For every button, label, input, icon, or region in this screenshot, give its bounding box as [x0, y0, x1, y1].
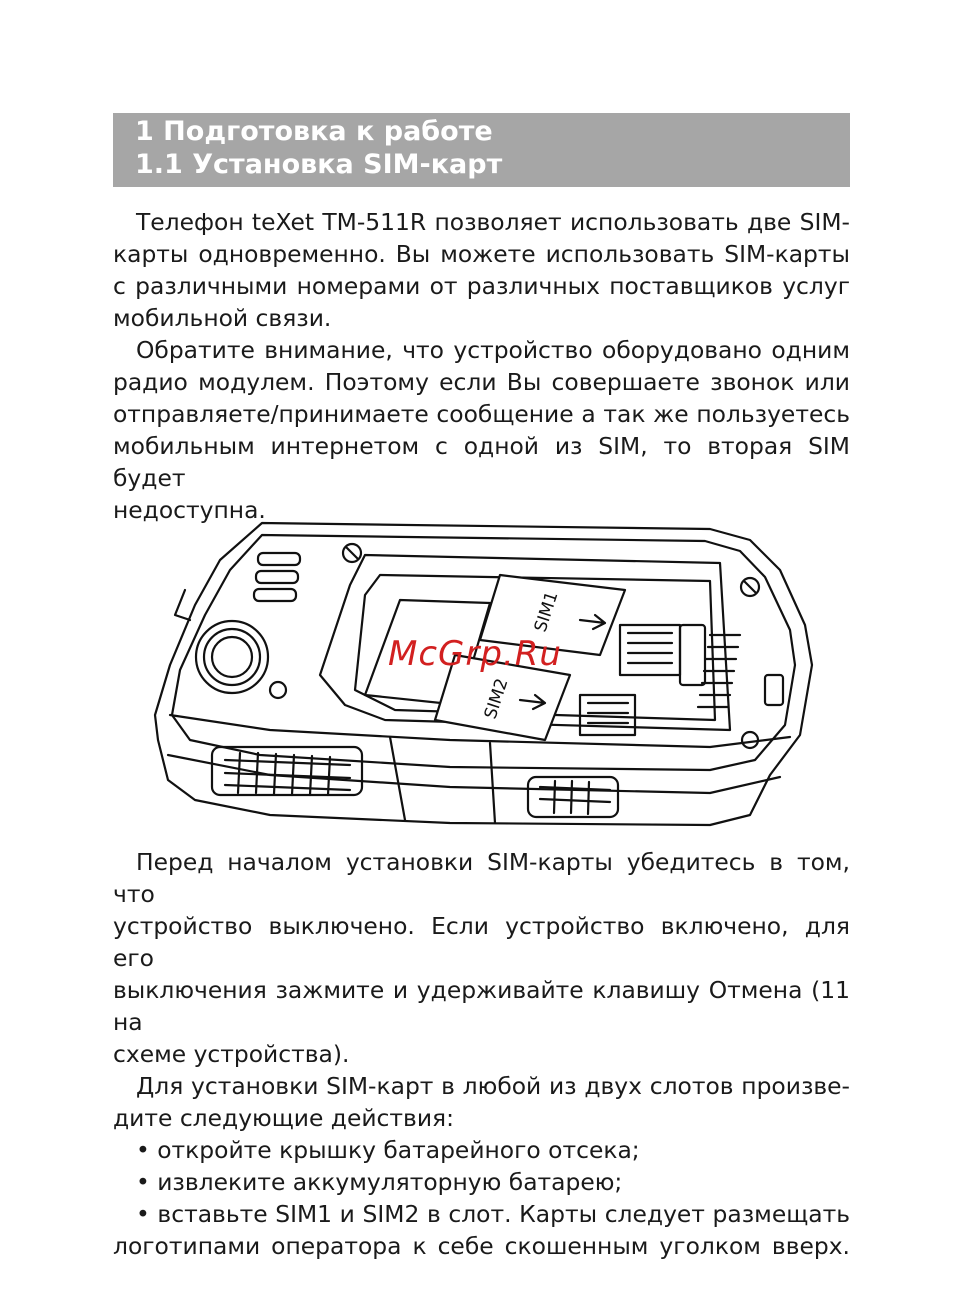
instructions-text-block: [113, 846, 850, 1262]
bullet-item: • откройте крышку батарейного отсека;: [136, 1136, 640, 1164]
paragraph-line: отправляете/принимаете сообщение а так же пользуетесь: [113, 400, 850, 428]
paragraph-line: с различными номерами от различных поставщиков услуг: [113, 272, 850, 300]
paragraph-line: радио модулем. Поэтому если Вы совершаете звонок или: [113, 368, 850, 396]
paragraph-line: мобильной связи.: [113, 304, 332, 332]
section-title: 1.1 Установка SIM-карт: [135, 149, 503, 180]
paragraph-line: схеме устройства).: [113, 1040, 350, 1068]
sim1-label: SIM1: [530, 589, 563, 635]
section-header: [113, 113, 850, 187]
sim2-label: SIM2: [480, 676, 513, 722]
bullet-item: • вставьте SIM1 и SIM2 в слот. Карты следует размещать: [136, 1200, 850, 1228]
paragraph-line: Телефон teXet TM-511R позволяет использовать две SIM-: [136, 208, 850, 236]
paragraph-line: устройство выключено. Если устройство включено, для его: [113, 912, 850, 972]
paragraph-line: карты одновременно. Вы можете использовать SIM-карты: [113, 240, 850, 268]
paragraph-line: мобильным интернетом с одной из SIM, то вторая SIM будет: [113, 432, 850, 492]
paragraph-line: дите следующие действия:: [113, 1104, 454, 1132]
chapter-title: 1 Подготовка к работе: [135, 116, 493, 147]
paragraph-line: выключения зажмите и удерживайте клавишу Отмена (11 на: [113, 976, 850, 1036]
intro-text-block: [113, 206, 850, 526]
paragraph-line: Перед началом установки SIM-карты убедитесь в том, что: [113, 848, 850, 908]
paragraph-line: Для установки SIM-карт в любой из двух слотов произве-: [136, 1072, 850, 1100]
bullet-item: • извлеките аккумуляторную батарею;: [136, 1168, 623, 1196]
watermark: McGrp.Ru: [388, 634, 562, 674]
paragraph-line: логотипами оператора к себе скошенным уголком вверх.: [113, 1232, 850, 1260]
paragraph-line: Обратите внимание, что устройство оборудовано одним: [136, 336, 850, 364]
paragraph-line: недоступна.: [113, 496, 266, 524]
